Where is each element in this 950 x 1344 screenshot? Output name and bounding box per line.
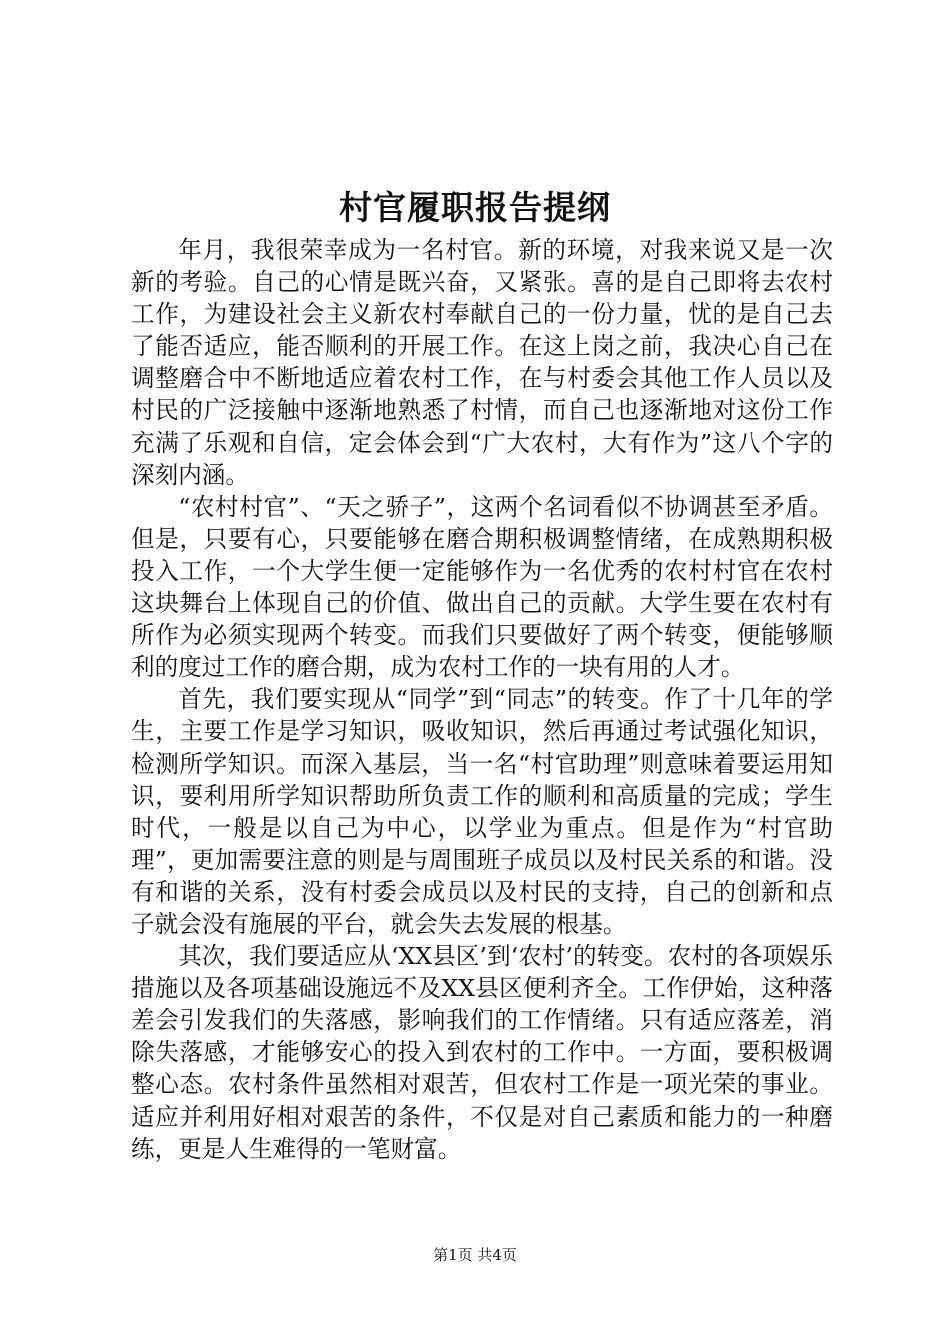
paragraph-1: 年月，我很荣幸成为一名村官。新的环境，对我来说又是一次新的考验。自己的心情是既兴奋，又紧张。喜的是自己即将去农村工作，为建设社会主义新农村奉献自己的一份力量，忧的是自己去了能否适应，能否顺利的开展工作。在这上岗之前，我决心自己在调整磨合中不断地适应着农村工作，在与村委会其他工作人员以及村民的广泛接触中逐渐地熟悉了村情，而自己也逐渐地对这份工作充满了乐观和自信，定会体会到“广大农村，大有作为”这八个字的深刻内涵。 — [131, 236, 833, 489]
paragraph-2: “农村村官”、“天之骄子”，这两个名词看似不协调甚至矛盾。但是，只要有心，只要能够在磨合期积极调整情绪，在成熟期积极投入工作，一个大学生便一定能够作为一名优秀的农村村官在农村这块舞台上体现自己的价值、做出自己的贡献。大学生要在农村有所作为必须实现两个转变。而我们只要做好了两个转变，便能够顺利的度过工作的磨合期，成为农村工作的一块有用的人才。 — [131, 492, 833, 682]
document-title: 村官履职报告提纲 — [339, 188, 611, 227]
page-number-footer: 第1页 共4页 — [433, 1246, 517, 1264]
document-body — [131, 234, 833, 1165]
paragraph-4: 其次，我们要适应从‘XX县区’到‘农村’的转变。农村的各项娱乐措施以及各项基础设施远不及XX县区便利齐全。工作伊始，这种落差会引发我们的失落感，影响我们的工作情绪。只有适应落差，消除失落感，才能够安心的投入到农村的工作中。一方面，要积极调整心态。农村条件虽然相对艰苦，但农村工作是一项光荣的事业。适应并利用好相对艰苦的条件，不仅是对自己素质和能力的一种磨练，更是人生难得的一笔财富。 — [131, 942, 833, 1163]
paragraph-3: 首先，我们要实现从“同学”到“同志”的转变。作了十几年的学生，主要工作是学习知识，吸收知识，然后再通过考试强化知识，检测所学知识。而深入基层，当一名“村官助理”则意味着要运用知识，要利用所学知识帮助所负责工作的顺利和高质量的完成；学生时代，一般是以自己为中心，以学业为重点。但是作为“村官助理”，更加需要注意的则是与周围班子成员以及村民关系的和谐。没有和谐的关系，没有村委会成员以及村民的支持，自己的创新和点子就会没有施展的平台，就会失去发展的根基。 — [131, 685, 833, 938]
